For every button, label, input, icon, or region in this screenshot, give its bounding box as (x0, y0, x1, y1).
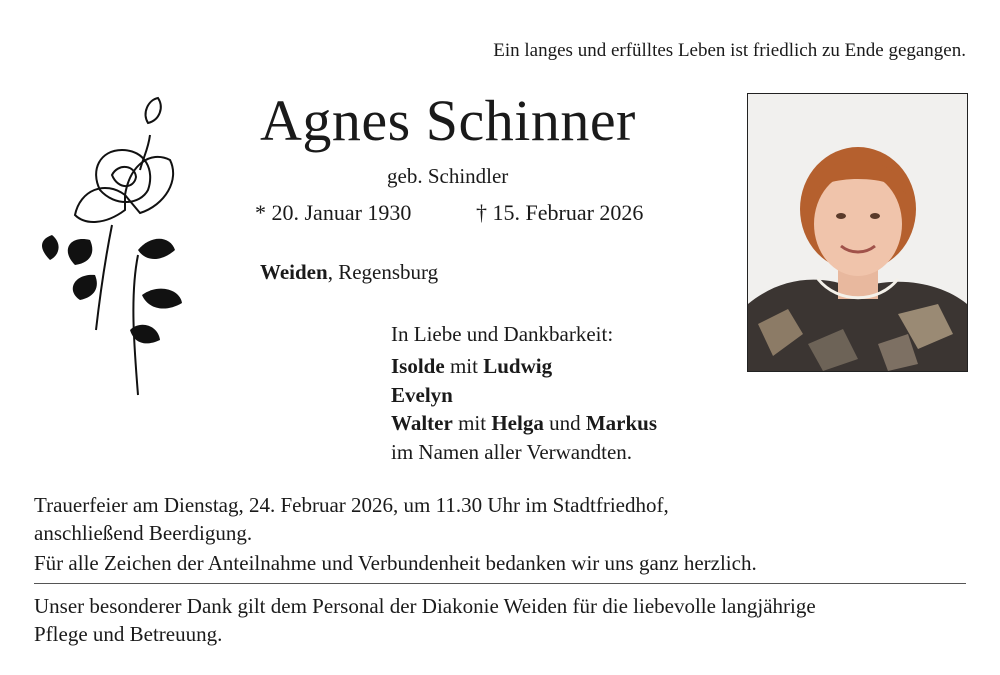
special-thanks-line-2: Pflege und Betreuung. (34, 622, 223, 646)
places (260, 260, 438, 285)
funeral-info (34, 491, 669, 547)
death-date: † 15. Februar 2026 (476, 200, 644, 225)
deceased-name: Agnes Schinner (260, 88, 636, 153)
special-thanks (34, 592, 816, 648)
maiden-name: geb. Schindler (387, 164, 509, 188)
mourners-list (391, 352, 811, 466)
thanks-heading: In Liebe und Dankbarkeit: (391, 322, 614, 346)
mourner-name: Walter (391, 411, 453, 435)
place-secondary: , Regensburg (327, 260, 439, 284)
mourner-name: Isolde (391, 354, 445, 378)
portrait-image (748, 94, 967, 371)
funeral-line-2: anschließend Beerdigung. (34, 521, 253, 545)
birth-date: * 20. Januar 1930 (255, 200, 412, 225)
mourner-line-4: im Namen aller Verwandten. (391, 439, 633, 464)
connector: und (543, 411, 586, 435)
mourner-name: Markus (585, 411, 658, 435)
gratitude-text: Für alle Zeichen der Anteilnahme und Verbundenheit bedanken wir uns ganz herzlich. (34, 551, 757, 575)
mourner-name: Helga (491, 411, 544, 435)
divider (34, 583, 966, 584)
mourner-name: Ludwig (483, 354, 553, 378)
place-primary: Weiden (260, 260, 328, 284)
connector: mit (452, 411, 492, 435)
portrait-photo (747, 93, 968, 372)
mourner-line-3 (391, 409, 811, 438)
connector: mit (444, 354, 484, 378)
mourner-line-1 (391, 352, 811, 381)
mourner-name: Evelyn (391, 382, 453, 407)
motto-line: Ein langes und erfülltes Leben ist friedlich zu Ende gegangen. (493, 40, 966, 61)
rose-illustration (30, 95, 200, 400)
funeral-line-1: Trauerfeier am Dienstag, 24. Februar 2026, um 11.30 Uhr im Stadtfriedhof, (34, 493, 669, 517)
mourner-line-2 (391, 381, 811, 410)
special-thanks-line-1: Unser besonderer Dank gilt dem Personal der Diakonie Weiden für die liebevolle langjährige (34, 594, 816, 618)
